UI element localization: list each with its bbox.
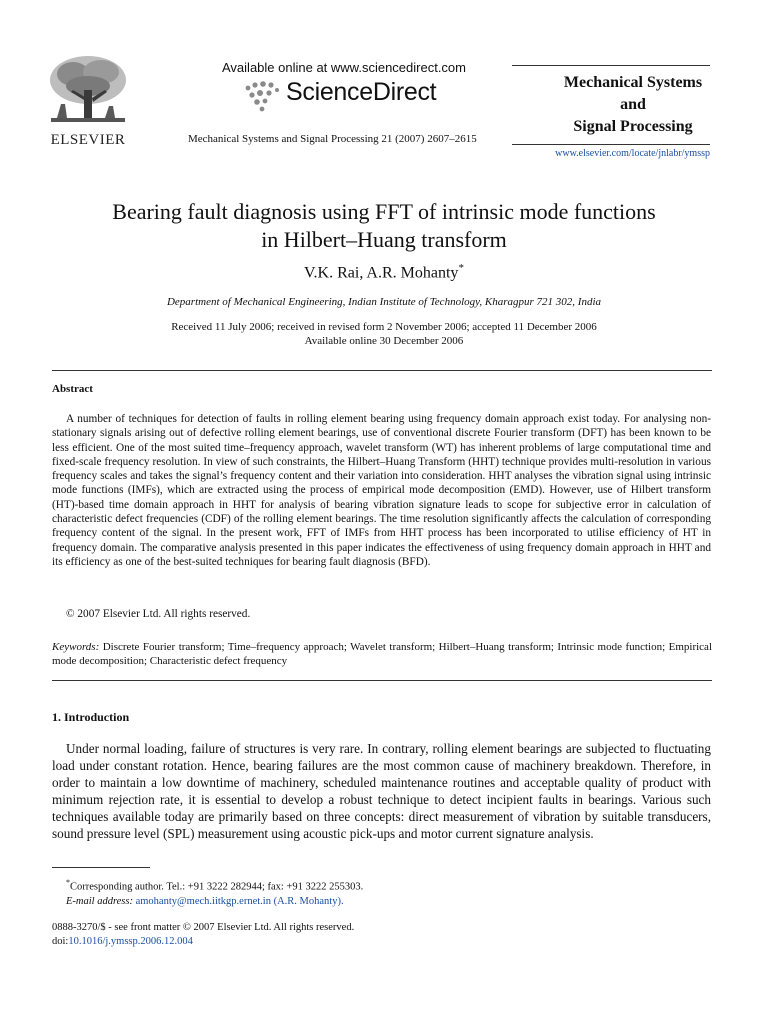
sciencedirect-dots-icon — [244, 80, 282, 112]
abstract-text: A number of techniques for detection of faults in rolling element bearing using frequency domain approach exist today. For analysing non-stationary signals arising out of defective rolling element bearings, use of conventional discrete Fourier transform (DFT) has been known to be less efficient. One of the most suited time–frequency approach, wavelet transform (WT) has inherent problems of large computational time and fixed-scale frequency resolution. In view of such constraints, the Hilbert–Huang Transform (HHT) technique provides multi-resolution in various frequency scales and takes the signal’s frequency content and their variation into consideration. HHT analyses the vibration signal using intrinsic mode functions (IMFs), which are extracted using the process of empirical mode decomposition (EMD). However, use of Hilbert transform (HT)-based time domain approach in HHT for analysis of bearing vibration signature leads to scope for subjective error in calculation of characteristic defect frequencies (CDF) of the rolling element bearings. The time resolution significantly affects the calculation of corresponding frequency content of the signal. In the present work, FFT of IMFs from HHT process has been incorporated to utilise efficiency of HT in frequency domain. The comparative analysis presented in this paper indicates the effectiveness of using frequency domain approach in HHT and its efficiency as one of the best-suited techniques for bearing fault diagnosis (BFD). — [52, 413, 711, 568]
elsevier-tree-icon — [43, 52, 133, 132]
authors — [40, 262, 728, 282]
email-link[interactable]: amohanty@mech.iitkgp.ernet.in (A.R. Mohanty). — [135, 895, 344, 907]
elsevier-logo — [38, 52, 138, 148]
corresponding-author-mark[interactable]: * — [458, 262, 464, 274]
article-title — [40, 198, 728, 254]
abstract-copyright: © 2007 Elsevier Ltd. All rights reserved. — [66, 608, 251, 620]
email-label: E-mail address: — [66, 895, 133, 907]
keywords-label: Keywords: — [52, 641, 100, 653]
header-rule-top — [512, 65, 710, 66]
front-matter — [52, 921, 354, 949]
sciencedirect-wordmark: ScienceDirect — [286, 78, 437, 106]
abstract-heading: Abstract — [52, 383, 93, 395]
available-online-text[interactable]: Available online at www.sciencedirect.com — [222, 60, 466, 75]
journal-title-line: and — [620, 96, 646, 113]
header-rule-bottom — [512, 144, 710, 145]
sciencedirect-logo[interactable] — [244, 78, 464, 114]
affiliation: Department of Mechanical Engineering, Indian Institute of Technology, Kharagpur 721 302, India — [166, 296, 602, 308]
corresponding-author-text: Corresponding author. Tel.: +91 3222 282944; fax: +91 3222 255303. — [70, 881, 364, 893]
journal-url-link[interactable]: www.elsevier.com/locate/jnlabr/ymssp — [555, 148, 710, 159]
footnote-mark: * — [66, 878, 70, 887]
keywords-text: Discrete Fourier transform; Time–frequency approach; Wavelet transform; Hilbert–Huang transform; Intrinsic mode function; Empirical mode decomposition; Characteristic defect frequency — [52, 641, 712, 667]
journal-title-line: Signal Processing — [573, 118, 693, 135]
corresponding-footnote — [52, 876, 712, 895]
publisher-name: ELSEVIER — [50, 132, 126, 148]
keywords — [52, 641, 712, 668]
doi-line — [52, 935, 354, 949]
abstract-rule-bottom — [52, 680, 712, 681]
journal-title-line: Mechanical Systems — [563, 74, 703, 91]
article-title-line: Bearing fault diagnosis using FFT of intrinsic mode functions — [112, 199, 656, 224]
front-matter-text: 0888-3270/$ - see front matter © 2007 Elsevier Ltd. All rights reserved. — [52, 922, 355, 933]
available-online-date: Available online 30 December 2006 — [304, 335, 464, 347]
footnotes — [52, 876, 712, 909]
footnote-rule — [52, 867, 150, 868]
email-footnote — [52, 895, 712, 909]
dates-block — [40, 320, 728, 348]
journal-citation: Mechanical Systems and Signal Processing 21 (2007) 2607–2615 — [188, 133, 477, 145]
doi-label: doi: — [52, 936, 69, 947]
journal-title — [556, 72, 710, 138]
author-names: V.K. Rai, A.R. Mohanty — [304, 264, 459, 282]
section-heading-introduction: 1. Introduction — [52, 710, 130, 724]
abstract-rule-top — [52, 370, 712, 371]
article-title-line: in Hilbert–Huang transform — [261, 227, 507, 252]
received-dates: Received 11 July 2006; received in revised form 2 November 2006; accepted 11 December 2006 — [171, 321, 597, 333]
introduction-text: Under normal loading, failure of structures is very rare. In contrary, rolling element bearings are subjected to fluctuating load under constant rotation. Hence, bearing failures are the most common cause of machinery breakdown. Therefore, in order to maintain a low downtime of machinery, scheduled maintenance routines and acceptable quality of product with minimum rejection rate, it is essential to develop a robust technique to detect incipient faults in bearings. Various such techniques available today are primarily based on three concepts: direct measurement of vibration by suitable transducers, sound pressure level (SPL) measurement using acoustic pick-ups and motor current signature analysis. — [52, 741, 711, 841]
doi-link[interactable]: 10.1016/j.ymssp.2006.12.004 — [68, 936, 193, 947]
